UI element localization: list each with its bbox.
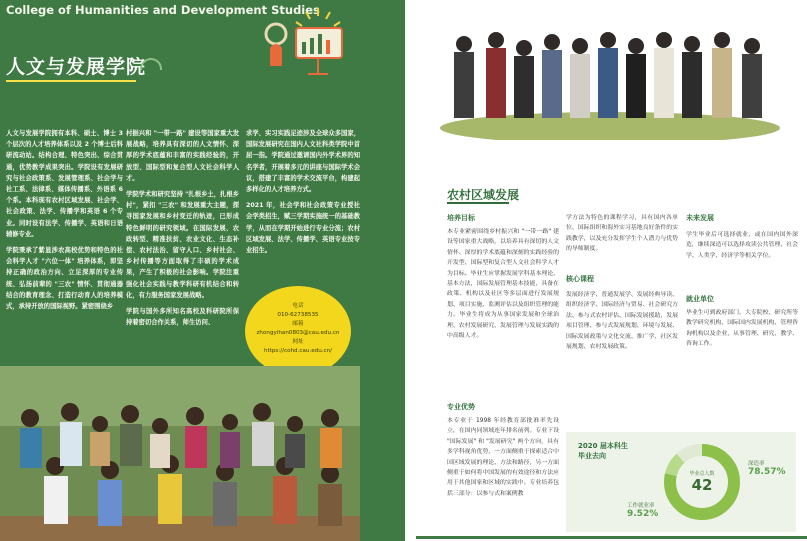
title-underline — [6, 80, 136, 82]
donut-center-value: 42 — [691, 476, 713, 494]
website-link[interactable]: https://cohd.cau.edu.cn/ — [263, 348, 333, 354]
paragraph: 人文与发展学院拥有本科、硕士、博士 3 个层次的人才培养体系以及 2 个博士后科研流动站。结构合理、特色突出、综合贯通，优势教学成果突出。学院设有发展研究与社会政策系、发展管理系、社会学与社工系、法律系、媒体传播系、外语系 6 个系。本科现有农村区域发展、社会学、社会政策、法学、传播学和英语 6 个专业。同时设有法学、传播学、英语和日语辅修专业。 — [6, 130, 123, 238]
email-label: 邮箱 — [292, 321, 304, 327]
phone-number: 010-62738535 — [277, 312, 319, 318]
intro-column-1 — [6, 128, 123, 317]
work-rate-value: 9.52% — [627, 509, 659, 519]
practice-text: 学方法为特色的课程学习，具有国内各单位、国际组织和海外实习基地良好条件的实践教学，以及充分发挥学生个人潜力与优势的导师制度。 — [566, 215, 678, 253]
section-title-goal: 培养目标 — [447, 214, 475, 222]
graduate-donut-chart — [660, 440, 744, 524]
paragraph: 求学、实习实践足迹涉及全球众多国家，国际发展研究在国内人文社科类学院中首屈一指。学院通过邀请国内外学术界的知名学者，开展着多元的讲座与国际学术会议，搭建了丰富的学术交流平台，构建起多样化的人才培养方式。 — [246, 130, 360, 194]
bottom-rule — [416, 536, 807, 539]
paragraph: 2021 年，社会学和社会政策专业授社会学类招生，赋三学期实施统一的基础教学，从而在学期开始进行专业分流；农村区域发展、法学、传播学、英语专业按专业招生。 — [246, 202, 360, 255]
intro-column-3 — [246, 128, 360, 261]
major-title: 农村区域发展 — [447, 188, 520, 202]
college-chinese-title: 人文与发展学院 — [6, 56, 147, 78]
advantage-text: 本专业于 1998 年经教育部批准率先设立，在国内同领域连年排名前列。专业下设 "国际发展" 和 "发展研究" 两个方向，具有多学科视角优势，一方面侧重于探索适合中国区域发展的理论、方法和路径，另一方面侧重于如何将中国发展的有效途径和方法应用于其他国家和区域的实践中。专业培养包括三部分：以参与式和案例教 — [447, 418, 559, 497]
goal-text: 本专业紧密围绕乡村振兴和 "一带一路" 建设等国家重大战略，以培养具有深切的人文情怀、深厚的学术底蕴和深刻的实践经验的开发型、国际型和复合型人文社会科学人才为目标。毕业生应掌握发展学科基本理论、基本方法，国际发展管理基本技能，具备在政策、机构以及社区等多层面进行发展规划、项目实施、监测评估以及组织管理的能力。毕业生将成为从事国家发展和全球治理、农村发展研究、发展管理与发展实践的中高级人才。 — [447, 229, 559, 340]
section-title-employment: 就业单位 — [686, 295, 714, 303]
section-title-core-courses: 核心课程 — [566, 275, 594, 283]
field-group-photo — [440, 0, 780, 140]
students-group-photo — [0, 366, 360, 541]
future-text: 学生毕业后可选择就业，或在国内国外深造，继续深造可以选择攻读公共管理、社会学、人类学、经济学等相关学位。 — [686, 232, 798, 259]
core-courses-text: 发展经济学、普通发展学、发展经典导读、组织经济学、国际经济与贸易、社会研究方法、参与式农村评估、国际发展援助、发展项目管理、参与式发展规划、环境与发展、国际发展政策与文化交流、推广学、社区发展规划、农村发展政策。 — [566, 292, 678, 351]
phone-label: 电话 — [292, 303, 304, 309]
stats-title-line-1: 2020 届本科生 — [578, 442, 628, 450]
study-rate-value: 78.57% — [748, 467, 786, 477]
website-label: 网址 — [292, 339, 304, 345]
employment-text: 毕业生可到政府部门、大专院校、研究所等教学研究机构、国际国内发展机构、管理咨询机构以及企业，从事管理、研究、教学、咨询工作。 — [686, 310, 798, 348]
stats-title — [578, 441, 628, 461]
stats-title-line-2: 毕业去向 — [578, 452, 606, 460]
intro-column-2 — [126, 128, 239, 333]
section-title-future: 未来发展 — [686, 214, 714, 222]
email-link[interactable]: zhongyihan0803@cau.edu.cn — [256, 330, 340, 336]
contact-circle — [245, 286, 351, 376]
paragraph: 学院秉承了紫显涉农高校优势和特色的社会科学人才 "六位一体" 培养体系，即坚持正确的政治方向、立足深厚的专业传统、弘扬前辈的 "三农" 情怀、贯彻通器结合的教育理念、打造行动育人的培养模式，承持开放的国际视野。紧密围绕乡 — [6, 247, 123, 311]
paragraph: 学院学术和研究坚持 "扎根乡土，扎根乡村"，紧扣 "三农" 和发展重大主题，探寻国家发展和乡村变迁的轨迹，已形成特色鲜明的研究领域。在国际发展、农政转型、精准扶贫、农业文化、生态补偿、农村法治、留守人口、乡村社会、乡村传播等方面取得了丰硕的学术成果，产生了积极的社会影响。学院注重强化社会实践与教学科研有机结合和转化，有力服务国家发展战略。 — [126, 191, 239, 299]
college-english-name: College of Humanities and Development Studies — [6, 3, 320, 17]
section-title-advantage: 专业优势 — [447, 403, 475, 411]
paragraph: 村振兴和 "一带一路" 建设等国家重大发展战略，培养具有深切的人文情怀、深厚的学术底蕴和丰富的实践经验的，开放型、国际型和复合型人文社会科学人才。 — [126, 130, 239, 182]
presentation-board-icon — [258, 4, 358, 84]
donut-center-label: 毕业总人数 — [689, 471, 715, 477]
arc-deco-icon — [140, 58, 162, 70]
study-rate-label: 深造率 — [748, 461, 765, 467]
paragraph: 学院与国外多所知名高校及科研院所保持着密切合作关系，师生访问、 — [126, 308, 239, 327]
major-title-underline — [447, 202, 509, 204]
work-rate-label: 工作就业率 — [627, 503, 655, 509]
